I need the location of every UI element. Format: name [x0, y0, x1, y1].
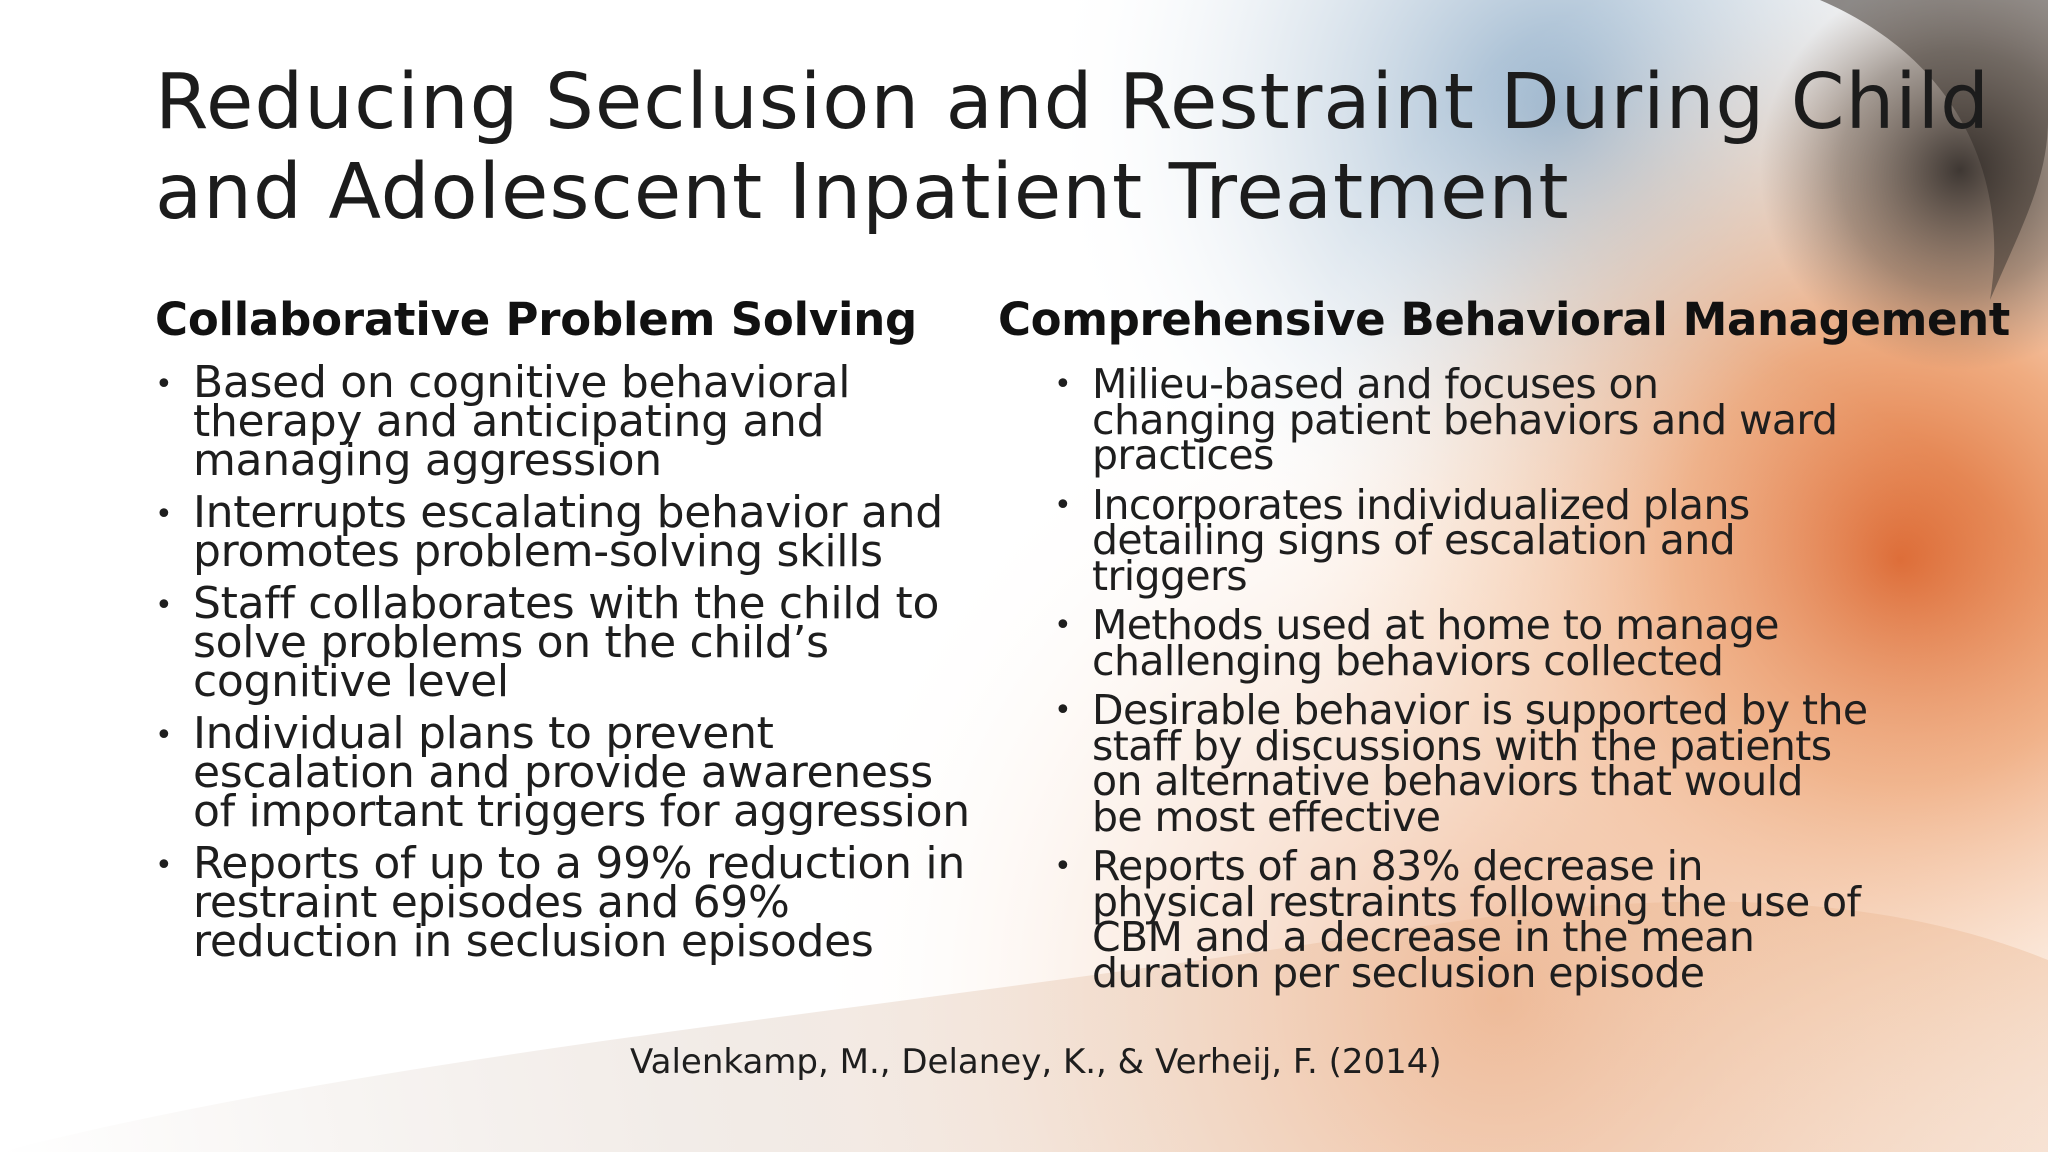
list-item [155, 487, 1015, 577]
bullet-icon: • [1054, 367, 1072, 402]
right-bullet-list [1054, 360, 2048, 1005]
bullet-text: Methods used at home to manage challenging behaviors collected [1092, 601, 1779, 685]
bullet-text: Based on cognitive behavioral therapy and anticipating and managing aggression [193, 357, 851, 486]
right-column-heading: Comprehensive Behavioral Management [998, 293, 2010, 346]
bullet-icon: • [155, 848, 173, 883]
bullet-text: Desirable behavior is supported by the staff by discussions with the patients on alternative behaviors that would be most effective [1092, 686, 1868, 841]
bullet-icon: • [1054, 487, 1072, 523]
citation: Valenkamp, M., Delaney, K., & Verheij, F. (2014) [630, 1042, 1442, 1082]
list-item [1054, 360, 2048, 479]
list-item [1054, 480, 2048, 600]
list-item [1054, 686, 2048, 841]
list-item [155, 838, 1015, 967]
bullet-icon: • [155, 367, 173, 402]
slide-title: Reducing Seclusion and Restraint During Child and Adolescent Inpatient Treatment [155, 58, 1990, 237]
bullet-icon: • [155, 497, 173, 532]
left-column-heading: Collaborative Problem Solving [155, 293, 918, 346]
bullet-text: Individual plans to prevent escalation and provide awareness of important triggers for aggression [193, 708, 970, 837]
bullet-text: Interrupts escalating behavior and promotes problem-solving skills [193, 487, 943, 577]
list-item [155, 708, 1015, 837]
bullet-icon: • [1054, 608, 1072, 643]
bullet-text: Reports of up to a 99% reduction in restraint episodes and 69% reduction in seclusion episodes [193, 838, 965, 967]
bullet-text: Incorporates individualized plans detailing signs of escalation and triggers [1092, 480, 1750, 600]
bullet-icon: • [155, 588, 173, 623]
list-item [155, 578, 1015, 707]
bullet-text: Reports of an 83% decrease in physical restraints following the use of CBM and a decrease in the mean duration per seclusion episode [1092, 842, 1861, 997]
bullet-text: Staff collaborates with the child to solve problems on the child’s cognitive level [193, 578, 940, 707]
bullet-text: Milieu-based and focuses on changing patient behaviors and ward practices [1092, 360, 1838, 479]
list-item [1054, 842, 2048, 997]
bullet-icon: • [1054, 849, 1072, 884]
bullet-icon: • [1054, 693, 1072, 728]
list-item [155, 357, 1015, 486]
bullet-icon: • [155, 718, 173, 753]
left-bullet-list [155, 357, 1015, 974]
list-item [1054, 601, 2048, 685]
